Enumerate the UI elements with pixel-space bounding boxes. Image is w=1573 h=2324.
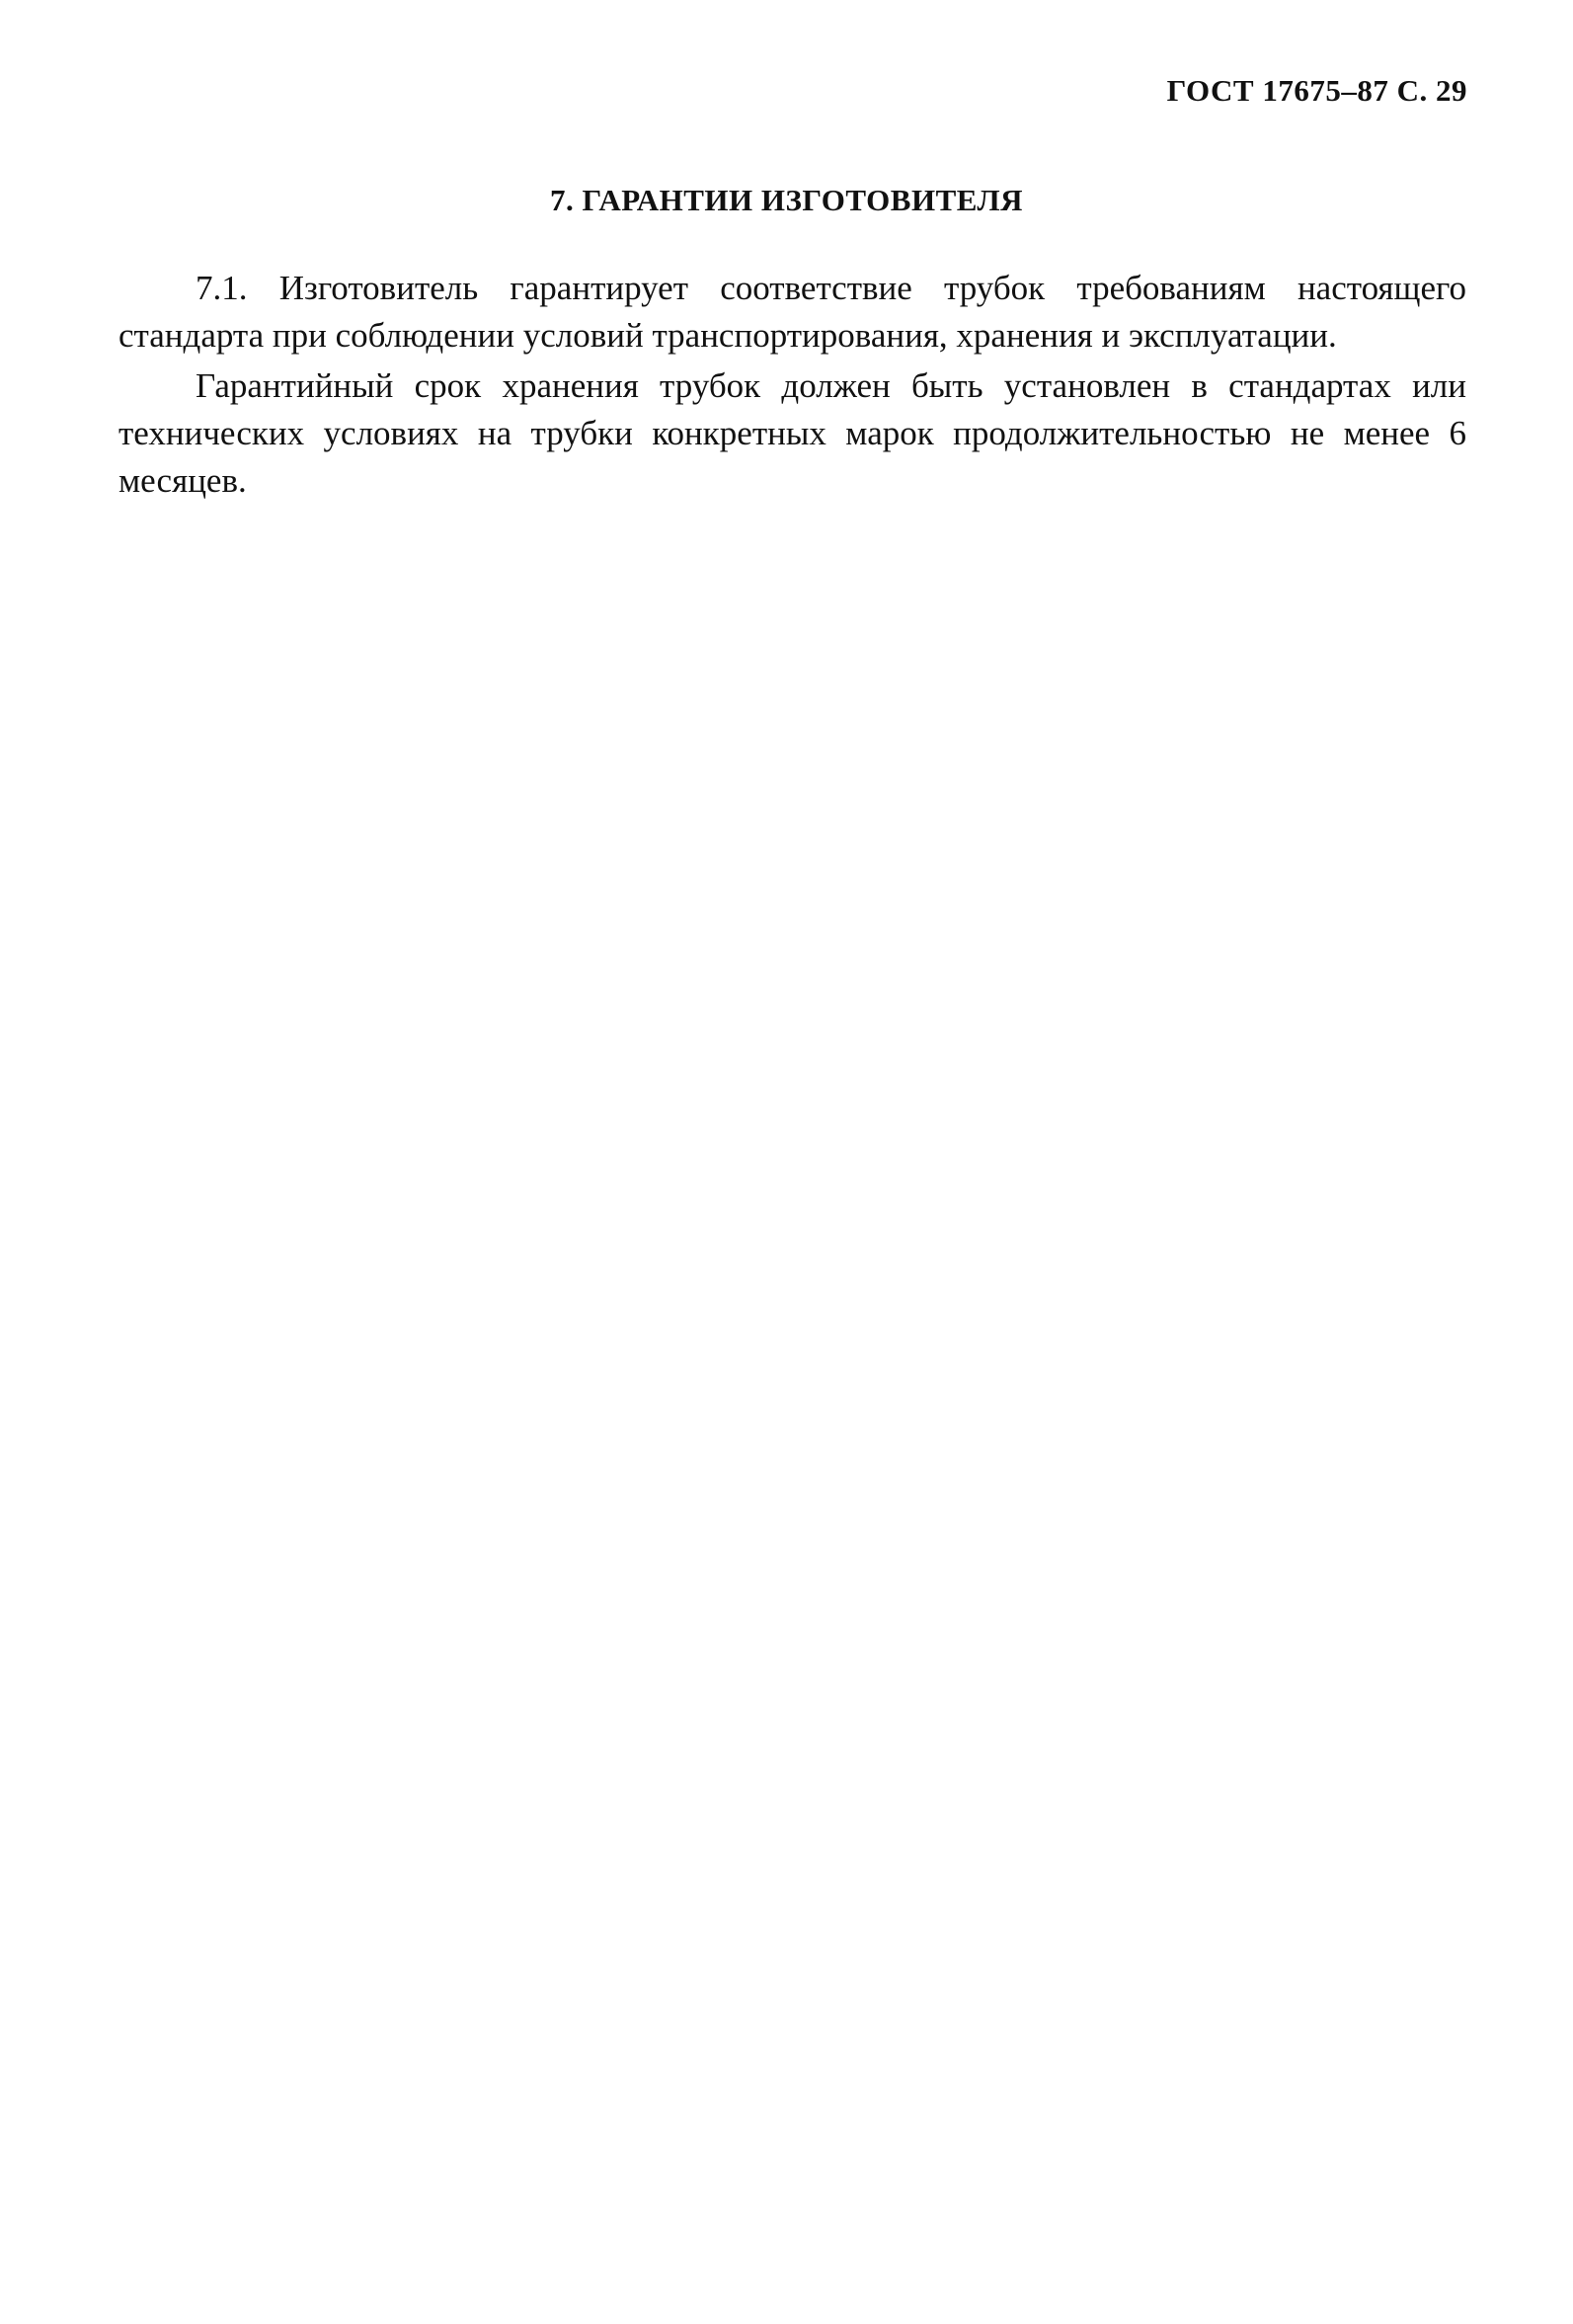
paragraph-warranty-period: Гарантийный срок хранения трубок должен быть установлен в стандартах или технических условиях на трубки конкретных марок продолжительностью не менее 6 месяцев. (118, 366, 1466, 500)
paragraph-7-1: 7.1. Изготовитель гарантирует соответствие трубок требованиям настоящего стандарта при соблюдении условий транспортирования, хранения и эксплуатации. (118, 269, 1466, 355)
section-title: 7. ГАРАНТИИ ИЗГОТОВИТЕЛЯ (550, 183, 1023, 217)
running-header: ГОСТ 17675–87 С. 29 (1166, 73, 1467, 108)
section-body (118, 265, 1466, 505)
